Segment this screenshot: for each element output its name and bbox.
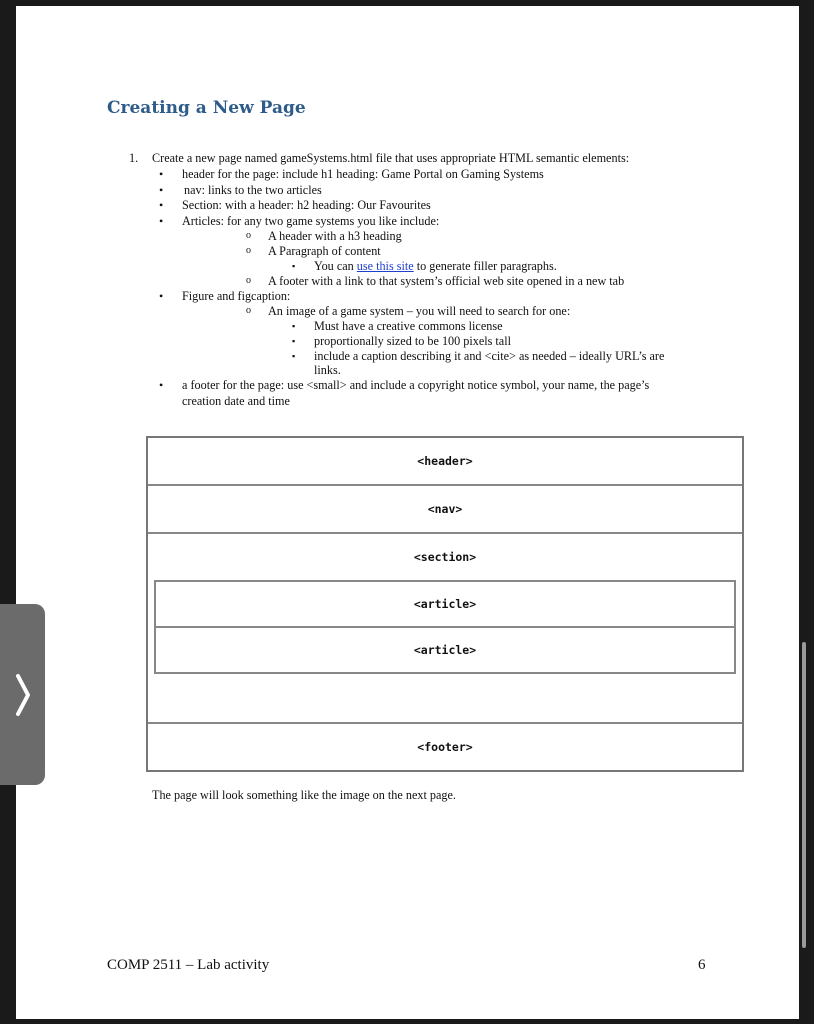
document-page (16, 6, 799, 1019)
list-item: Figure and figcaption: (182, 289, 291, 303)
bullet: • (159, 289, 164, 303)
bullet: ▪ (292, 261, 296, 271)
list-item-continued: links. (314, 363, 341, 377)
bullet: • (159, 167, 164, 181)
bullet: • (159, 198, 164, 212)
diagram-article-2: <article> (154, 626, 736, 674)
bullet: o (246, 275, 251, 286)
use-this-site-link[interactable]: use this site (356, 259, 414, 273)
page-heading: Creating a New Page (107, 98, 306, 118)
list-item: Must have a creative commons license (314, 319, 503, 333)
list-item: A header with a h3 heading (268, 229, 402, 243)
bullet: ▪ (292, 336, 296, 346)
bullet: o (246, 230, 251, 241)
diagram-section-bottom (148, 674, 742, 724)
list-item-continued: creation date and time (182, 394, 290, 408)
bullet: ▪ (292, 321, 296, 331)
diagram-note: The page will look something like the image on the next page. (152, 788, 456, 802)
bullet: • (159, 378, 164, 392)
diagram-header: <header> (148, 438, 742, 486)
scrollbar[interactable] (802, 642, 806, 948)
diagram-section: <section> (413, 550, 477, 564)
page-number: 6 (698, 957, 706, 973)
diagram-article-1: <article> (154, 580, 736, 628)
text-after-link: to generate filler paragraphs. (413, 259, 557, 273)
list-number: 1. (129, 151, 139, 165)
list-item: a footer for the page: use <small> and include a copyright notice symbol, your name, the page’s (182, 378, 650, 392)
list-item: Section: with a header: h2 heading: Our Favourites (182, 198, 431, 212)
list-item: Create a new page named gameSystems.html file that uses appropriate HTML semantic elements: (152, 151, 630, 165)
side-panel-toggle[interactable] (0, 604, 45, 785)
list-item: header for the page: include h1 heading: Game Portal on Gaming Systems (182, 167, 544, 181)
list-item (314, 259, 557, 273)
list-item: Articles: for any two game systems you like include: (182, 214, 440, 228)
list-item: include a caption describing it and <cite> as needed – ideally URL’s are (314, 349, 665, 363)
diagram-nav: <nav> (148, 486, 742, 534)
list-item: A footer with a link to that system’s official web site opened in a new tab (268, 274, 625, 288)
chevron-right-icon (13, 673, 33, 717)
text-before-link: You can (314, 259, 357, 273)
list-item: A Paragraph of content (268, 244, 381, 258)
bullet: • (159, 183, 164, 197)
bullet: o (246, 245, 251, 256)
bullet: ▪ (292, 351, 296, 361)
list-item: nav: links to the two articles (184, 183, 322, 197)
list-item: proportionally sized to be 100 pixels tall (314, 334, 511, 348)
page-footer-title: COMP 2511 – Lab activity (107, 957, 270, 973)
bullet: • (159, 214, 164, 228)
layout-diagram (146, 436, 744, 772)
bullet: o (246, 305, 251, 316)
diagram-footer: <footer> (417, 740, 473, 754)
list-item: An image of a game system – you will need to search for one: (268, 304, 571, 318)
